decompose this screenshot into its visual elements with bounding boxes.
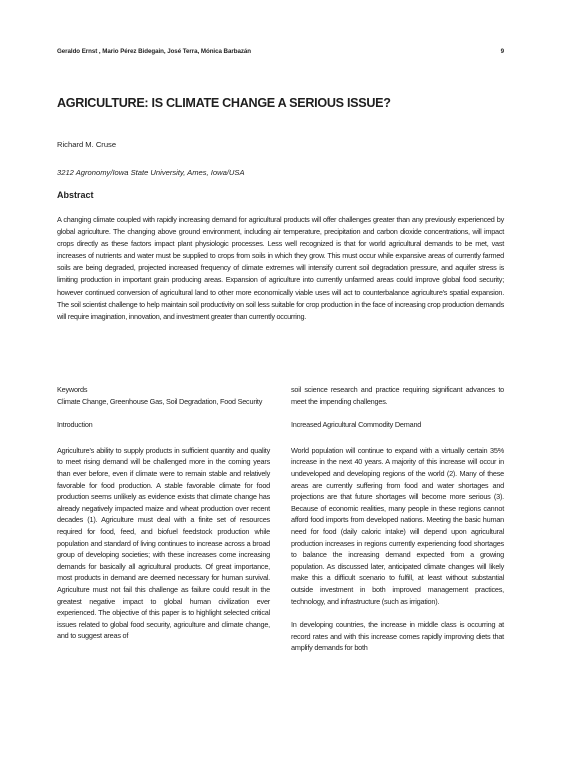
running-head xyxy=(57,48,504,55)
keywords-heading: Keywords xyxy=(57,385,88,394)
demand-paragraph-1: World population will continue to expand with a virtually certain 35% increase in the next 40 years. A majority of this increase will occur in undeveloped and developing regions of the world (2). Many of these areas are currently suffering from food and water shortages and projections are that future shortages will become more serious (3). Because of economic realities, many people in these regions cannot afford food imports from developed nations. Meeting the basic human need for food (daily caloric intake) will depend upon agricultural production increases in regions currently experiencing food shortages to balance the increasing demand expected from a growing population. As discussed later, anticipated climate changes will likely make this a difficult scenario to fulfill, at least without substantial outside investment in both improved management practices, technology, and infrastructure (such as irrigation). xyxy=(291,445,504,606)
introduction-heading: Introduction xyxy=(57,420,93,430)
running-head-authors: Geraldo Ernst , Mario Pérez Bidegain, José Terra, Mónica Barbazán xyxy=(57,48,252,55)
author-affiliation: 3212 Agronomy/Iowa State University, Ames, Iowa/USA xyxy=(57,168,245,177)
demand-paragraph-2: In developing countries, the increase in middle class is occurring at record rates and with this increase comes rapidly improving diets that amplify demands for both xyxy=(291,620,504,653)
section-heading-demand: Increased Agricultural Commodity Demand xyxy=(291,420,422,430)
abstract-text: A changing climate coupled with rapidly increasing demand for agricultural products will offer challenges greater than any previously experienced by global agriculture. The changing above ground environment, including air temperature, precipitation and carbon dioxide concentrations, will impact crops directly as these factors impact plant physiologic processes. Less well recognized is that for world agricultural demands to be met, vast increases of nutrients and water must be supplied to crops from soils in which they grow. This must occur while expansive areas of currently farmed soils are being degraded, projected increased frequency of climate extremes will intensify current soil degradation pressure, and aquifer stress is limiting production in important grain producing areas. Expansion of agriculture into currently unfarmed areas could improve global food security; however continued conversion of agricultural land to other more economically viable uses will act to counterbalance agriculture's spatial expansion. The soil scientist challenge to help maintain soil productivity on soil less suitable for crop production in the face of increasing crop production demands will require imagination, innovation, and investment greater than currently occurring. xyxy=(57,215,504,321)
right-column-lead-text: soil science research and practice requiring significant advances to meet the impending challenges. xyxy=(291,385,504,406)
left-column xyxy=(57,384,270,642)
page-number: 9 xyxy=(500,48,504,55)
abstract-heading: Abstract xyxy=(57,190,94,200)
keywords-text: Climate Change, Greenhouse Gas, Soil Degradation, Food Security xyxy=(57,396,263,406)
paper-title: AGRICULTURE: IS CLIMATE CHANGE A SERIOUS ISSUE? xyxy=(57,96,391,110)
right-column xyxy=(291,384,504,654)
introduction-text: Agriculture's ability to supply products in sufficient quantity and quality to meet rising demand will be challenged more in the coming years than ever before, even if climate were to remain stable and relatively favorable for food production. A stable favorable climate for food production seems unlikely as evidence exists that climate change has already negatively impacted maize and wheat production over recent decades (1). Agriculture must deal with a finite set of resources required for food, feed, and biofuel feedstock production while population and standard of living continues to increase across a broad group of developing societies; with these increases come increasing demands for basically all agricultural products. Of great importance, most products in demand are deemed necessary for human survival. Agriculture must not fail this challenge as failure could result in the greatest negative impact to global human civilization ever experienced. The objective of this paper is to highlight selected critical issues related to global food security, agriculture and climate change, and to suggest areas of xyxy=(57,445,270,641)
author-name: Richard M. Cruse xyxy=(57,140,117,149)
